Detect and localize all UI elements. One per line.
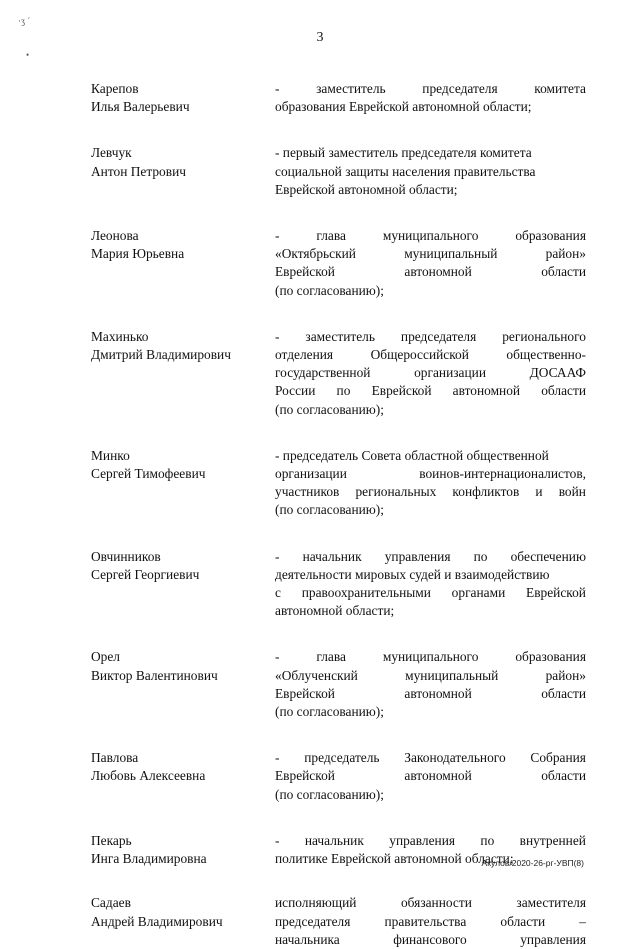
position-word: исполняющий [275, 895, 357, 911]
member-given-names: Илья Валерьевич [91, 99, 190, 115]
position-word: (по согласованию); [275, 282, 384, 298]
position-word: образования [515, 228, 586, 244]
position-word: Еврейской [275, 768, 335, 784]
member-name [91, 447, 275, 520]
position-word: автономной [404, 685, 472, 701]
position-line [275, 282, 586, 300]
position-word: Законодательного [404, 750, 506, 766]
member-position [275, 894, 586, 949]
position-word: «Облученский [275, 667, 358, 683]
position-word: начальник [304, 832, 364, 848]
member-surname: Карепов [91, 81, 139, 96]
position-word: с [275, 585, 281, 601]
position-word: начальник [302, 548, 362, 564]
position-word: глава [316, 649, 346, 665]
position-word: начальника [275, 931, 340, 947]
position-word: Собрания [530, 750, 586, 766]
document-code: Акулов/2020-26-рг-УВП(8) [481, 858, 584, 868]
position-line [275, 401, 586, 419]
member-list [91, 80, 586, 949]
position-line [275, 328, 586, 346]
position-word: автономной [452, 383, 521, 399]
member-entry [91, 548, 586, 621]
position-word: Общероссийской [370, 347, 469, 363]
position-line [275, 832, 586, 850]
position-word: муниципального [382, 228, 479, 244]
member-entry [91, 648, 586, 721]
position-word: муниципального [382, 649, 479, 665]
position-word: (по согласованию); [275, 401, 384, 417]
position-word: заместителя [516, 895, 586, 911]
position-word: автономной [404, 264, 472, 280]
position-word: район» [545, 667, 586, 683]
position-word: - председатель Совета областной общественной [275, 447, 549, 463]
position-word: автономной области; [275, 603, 395, 619]
position-word: Еврейской [275, 685, 335, 701]
page-number: 3 [316, 30, 324, 45]
position-word: России [275, 383, 316, 399]
member-name [91, 80, 275, 116]
position-word: «Октябрьский [275, 246, 356, 262]
position-word: финансового [393, 931, 467, 947]
position-word: региональных [355, 484, 437, 500]
position-word: по [473, 548, 488, 564]
member-given-names: Андрей Владимирович [91, 913, 223, 929]
position-word: управления [384, 548, 451, 564]
position-word: район» [545, 246, 586, 262]
member-given-names: Виктор Валентинович [91, 667, 218, 683]
position-line [275, 786, 586, 804]
member-position [275, 749, 586, 804]
position-word: области [541, 685, 586, 701]
member-given-names: Антон Петрович [91, 163, 186, 179]
position-line [275, 894, 586, 912]
member-surname: Павлова [91, 750, 139, 766]
position-word: комитета [534, 81, 586, 96]
member-name [91, 648, 275, 721]
position-word: Еврейской [526, 585, 586, 601]
member-surname: Садаев [91, 895, 131, 911]
member-name [91, 548, 275, 621]
position-line [275, 382, 586, 400]
position-line [275, 346, 586, 364]
position-word: управления [389, 832, 456, 848]
position-word: - [275, 750, 280, 766]
position-line [275, 80, 586, 98]
position-word: председателя [422, 81, 498, 96]
position-word: председателя [275, 913, 351, 929]
member-position [275, 548, 586, 621]
position-word: – [579, 913, 586, 929]
position-word: председатель [304, 750, 380, 766]
position-line [275, 584, 586, 602]
member-position [275, 144, 586, 199]
position-word: (по согласованию); [275, 786, 384, 802]
position-word: конфликтов [452, 484, 520, 500]
position-word: - первый заместитель председателя комитета [275, 145, 532, 161]
position-line [275, 465, 586, 483]
position-line [275, 447, 586, 465]
position-word: области [541, 383, 586, 399]
member-given-names: Инга Владимировна [91, 851, 207, 867]
position-line [275, 501, 586, 519]
member-surname: Минко [91, 447, 130, 463]
member-position [275, 648, 586, 721]
position-word: политике Еврейской автономной области; [275, 851, 514, 867]
member-entry [91, 749, 586, 804]
position-word: глава [316, 228, 346, 244]
member-position [275, 447, 586, 520]
position-word: заместитель [305, 328, 375, 344]
member-surname: Орел [91, 649, 120, 665]
position-word: правительства [384, 913, 467, 929]
member-name [91, 227, 275, 300]
position-word: - [275, 649, 280, 665]
member-name [91, 749, 275, 804]
member-entry [91, 80, 586, 116]
position-word: по [480, 832, 495, 848]
member-surname: Леонова [91, 228, 139, 244]
member-name [91, 832, 275, 868]
position-word: Еврейской автономной области; [275, 181, 458, 197]
scan-mark: • [26, 50, 30, 60]
position-word: общественно- [506, 347, 586, 363]
position-word: образования [515, 649, 586, 665]
position-word: Еврейской [275, 264, 335, 280]
position-word: области [541, 768, 586, 784]
member-entry [91, 894, 586, 949]
position-word: автономной [404, 768, 472, 784]
position-word: ДОСААФ [529, 365, 586, 381]
position-word: образования Еврейской автономной области; [275, 99, 532, 115]
position-line [275, 548, 586, 566]
position-line [275, 163, 586, 181]
position-line [275, 767, 586, 785]
position-line [275, 227, 586, 245]
member-given-names: Любовь Алексеевна [91, 768, 206, 784]
member-name [91, 328, 275, 419]
position-word: - [275, 228, 280, 244]
member-entry [91, 227, 586, 300]
position-word: правоохранительными [301, 585, 431, 601]
member-given-names: Сергей Георгиевич [91, 566, 200, 582]
position-line [275, 667, 586, 685]
position-word: муниципальный [404, 246, 498, 262]
position-line [275, 703, 586, 721]
position-word: заместитель [316, 81, 386, 96]
position-line [275, 685, 586, 703]
position-word: государственной [275, 365, 371, 381]
member-name [91, 894, 275, 949]
position-word: управления [520, 931, 586, 947]
position-word: внутренней [519, 832, 586, 848]
member-entry [91, 328, 586, 419]
position-word: участников [275, 484, 340, 500]
position-word: Еврейской [371, 383, 432, 399]
position-word: органами [451, 585, 506, 601]
position-word: организации [275, 466, 347, 482]
member-surname: Махинько [91, 328, 149, 344]
position-word: по [336, 383, 351, 399]
member-surname: Левчук [91, 145, 132, 161]
member-given-names: Мария Юрьевна [91, 246, 185, 262]
position-word: деятельности мировых судей и взаимодействию [275, 566, 550, 582]
position-word: социальной защиты населения правительства [275, 163, 536, 179]
member-given-names: Сергей Тимофеевич [91, 466, 206, 482]
member-surname: Пекарь [91, 832, 132, 848]
position-word: - [275, 81, 280, 96]
position-line [275, 144, 586, 162]
position-word: области [541, 264, 586, 280]
member-entry [91, 144, 586, 199]
position-word: организации [414, 365, 486, 381]
member-given-names: Дмитрий Владимирович [91, 347, 231, 363]
member-name [91, 144, 275, 199]
position-word: муниципальный [405, 667, 499, 683]
position-line [275, 648, 586, 666]
position-word: обязанности [400, 895, 472, 911]
position-line [275, 602, 586, 620]
position-line [275, 913, 586, 931]
position-word: воинов-интернационалистов, [419, 466, 586, 482]
position-line [275, 483, 586, 501]
scan-mark: ·ʒ ˊ [18, 16, 31, 26]
position-line [275, 364, 586, 382]
position-word: - [275, 328, 280, 344]
position-word: отделения [275, 347, 334, 363]
position-word: регионального [502, 328, 586, 344]
member-position [275, 328, 586, 419]
position-line [275, 566, 586, 584]
position-word: - [275, 548, 280, 564]
position-line [275, 263, 586, 281]
position-word: обеспечению [510, 548, 586, 564]
position-word: и [535, 484, 543, 500]
member-entry [91, 447, 586, 520]
position-line [275, 245, 586, 263]
member-surname: Овчинников [91, 548, 161, 564]
position-word: войн [558, 484, 586, 500]
position-line [275, 98, 586, 116]
position-word: - [275, 832, 280, 848]
position-word: председателя [400, 328, 477, 344]
member-position [275, 227, 586, 300]
position-line [275, 931, 586, 949]
member-position [275, 80, 586, 116]
position-word: (по согласованию); [275, 502, 384, 518]
position-word: области [500, 913, 546, 929]
position-line [275, 181, 586, 199]
position-word: (по согласованию); [275, 704, 384, 720]
position-line [275, 749, 586, 767]
